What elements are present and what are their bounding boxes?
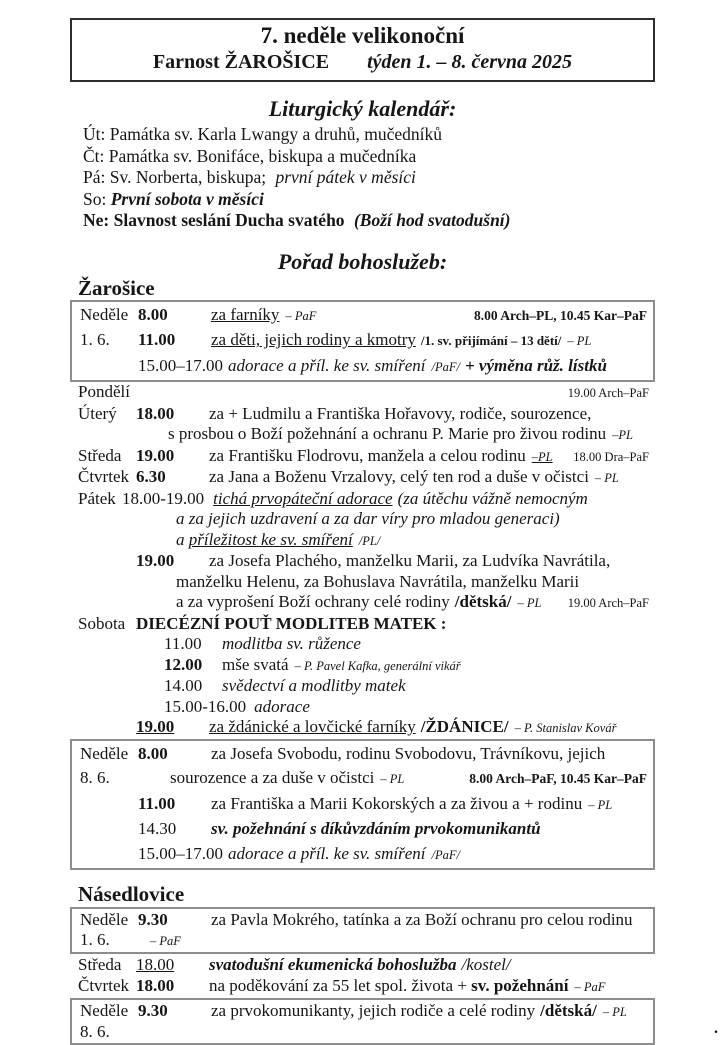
program-text: adorace (254, 696, 310, 716)
program-text: modlitba sv. růžence (222, 634, 361, 654)
priest-note: /PL/ (358, 533, 381, 548)
schedule-row (72, 842, 653, 868)
schedule-row-continuation (70, 592, 655, 614)
adoration-entry (138, 354, 647, 380)
time-label: 9.30 (138, 1001, 168, 1021)
date-label: 1. 6. (80, 930, 110, 950)
time-label: 19.00 (136, 551, 175, 571)
location-tag: /kostel/ (461, 955, 511, 975)
priest-note: – PL (594, 471, 619, 486)
calendar-item-saturday (83, 189, 655, 211)
time-range: 15.00–17.00 (138, 843, 223, 863)
calendar-text: Út: Památka sv. Karla Lwangy a druhů, mučedníků (83, 124, 442, 144)
other-parishes-note: 19.00 Arch–PaF (567, 596, 649, 611)
day-label: Neděle (80, 304, 129, 324)
time-label: 11.00 (164, 634, 202, 654)
schedule-row-program (70, 676, 655, 697)
schedule-row-continuation (70, 530, 655, 552)
sunday-1-6-box-nasedlovice (70, 907, 655, 954)
program-text: svědectví a modlitby matek (222, 676, 406, 696)
schedule-row (72, 328, 653, 354)
time-label: 18.00 (136, 976, 175, 996)
time-label: 19.00 (136, 445, 175, 465)
intention-text: za + Ludmilu a Františka Hořavovy, rodiče, sourozence, (209, 403, 592, 423)
intention-text: za Jana a Boženu Vrzalovy, celý ten rod a duše v očistci (209, 467, 589, 487)
schedule-row-continuation (70, 572, 655, 593)
celebrant-note: – P. Pavel Kafka, generální vikář (294, 658, 461, 673)
page-title: 7. neděle velikonoční (260, 23, 465, 48)
sunday-8-6-box (70, 739, 655, 871)
adoration-text: adorace a příl. ke sv. smíření (228, 355, 426, 375)
children-mass-tag: /dětská/ (540, 1001, 597, 1021)
date-label: 8. 6. (80, 1022, 110, 1042)
bulletin-content (70, 18, 655, 1045)
intention-text: za Josefa Plachého, manželku Marii, za Ludvíka Navrátila, (209, 551, 611, 571)
adoration-entry (138, 842, 647, 868)
other-parishes-note: 8.00 Arch–PaF, 10.45 Kar–PaF (469, 771, 647, 787)
intention-text: za Františka a Marii Kokorských a za živou a + rodinu (211, 793, 583, 813)
town-heading-zarosice: Žarošice (78, 275, 155, 300)
other-parishes-note: 19.00 Arch–PaF (567, 386, 649, 401)
schedule-row-friday-mass (70, 551, 655, 572)
celebrant-note: – P. Stanislav Kovář (514, 721, 617, 736)
priest-note: – PaF (574, 980, 606, 995)
mass-intention (211, 1001, 647, 1022)
calendar-note: První sobota v měsíci (110, 188, 264, 209)
adoration-title: tichá prvopáteční adorace (213, 488, 393, 508)
calendar-item-friday (83, 167, 655, 189)
calendar-note: (Boží hod svatodušní) (353, 210, 511, 231)
intention-text: manželku Helenu, za Bohuslava Navrátila, manželku Marii (176, 571, 580, 591)
calendar-item-sunday (83, 210, 655, 232)
intention-text: s prosbou o Boží požehnání a ochranu P. Marie pro živou rodinu (168, 424, 607, 444)
program-item (164, 634, 361, 655)
schedule-row (72, 742, 653, 767)
priest-note: – PaF (285, 308, 317, 323)
priest-note: – PaF (150, 934, 181, 949)
mass-intention (176, 592, 541, 614)
intention-text: za Pavla Mokrého, tatínka a za Boží ochranu pro celou rodinu (211, 910, 633, 930)
intention-text: sourozence a za duše v očistci (170, 768, 375, 788)
intention-text: za Josefa Svobodu, rodinu Svobodovu, Trávníkovu, jejich (211, 743, 606, 763)
pilgrimage-title: DIECÉZNÍ POUŤ MODLITEB MATEK : (136, 613, 447, 633)
time-label: 11.00 (138, 793, 176, 813)
town-heading-nasedlovice: Násedlovice (78, 882, 185, 907)
schedule-row-thursday (70, 467, 655, 489)
week-range: týden 1. – 8. června 2025 (367, 51, 573, 73)
schedule-row (72, 930, 653, 951)
schedule-row-monday (70, 382, 655, 404)
priest-note: /PaF/ (431, 847, 460, 862)
nasedlovice-section (70, 882, 655, 1045)
mass-intention (209, 717, 649, 739)
time-label: 8.00 (138, 743, 168, 763)
time-range: 15.00-16.00 (164, 696, 247, 716)
priest-note: –PL (531, 449, 553, 464)
priest-note: /PaF/ (431, 359, 460, 374)
day-label: Pátek (78, 488, 116, 508)
day-label: Čtvrtek (78, 467, 129, 487)
schedule-row (72, 1022, 653, 1042)
schedule-heading: Pořad bohoslužeb: (277, 248, 448, 274)
sunday-8-6-box-nasedlovice (70, 998, 655, 1045)
bulletin-page (0, 18, 725, 1042)
adoration-entry (176, 530, 649, 552)
location-tag: /ŽDÁNICE/ (420, 717, 509, 737)
program-item (164, 655, 461, 677)
time-label: 18.00 (136, 955, 175, 975)
sunday-1-6-box (70, 300, 655, 383)
mass-intention (211, 328, 647, 354)
time-label: 6.30 (136, 467, 166, 487)
date-label: 8. 6. (80, 768, 110, 788)
mass-intention (209, 446, 567, 468)
day-label: Neděle (80, 1001, 129, 1021)
day-label: Pondělí (78, 382, 130, 402)
schedule-row (72, 1001, 653, 1022)
schedule-row (72, 354, 653, 380)
schedule-row-tuesday (70, 404, 655, 425)
intention-text: za děti, jejich rodiny a kmotry (211, 330, 416, 350)
liturgical-calendar-heading: Liturgický kalendář: (268, 96, 457, 121)
mass-intention (209, 467, 649, 489)
schedule-row-friday (70, 489, 655, 510)
parish-name: Farnost ŽAROŠICE (152, 51, 330, 73)
calendar-text: Čt: Památka sv. Bonifáce, biskupa a mučedníka (83, 145, 417, 166)
calendar-note: první pátek v měsíci (275, 167, 416, 188)
mass-intention (168, 424, 649, 446)
service-text: svatodušní ekumenická bohoslužba (209, 955, 457, 975)
intention-text: a za vyprošení Boží ochrany celé rodiny (176, 592, 450, 612)
schedule-row-program (70, 655, 655, 677)
other-parishes-note: 18.00 Dra–PaF (573, 449, 649, 464)
time-label: 12.00 (164, 654, 203, 674)
page-corner-mark: . (714, 1020, 718, 1037)
calendar-text: Ne: Slavnost seslání Ducha svatého (83, 210, 345, 231)
adoration-text: adorace a příl. ke sv. smíření (228, 843, 426, 863)
time-label: 14.00 (164, 676, 203, 696)
priest-note: – PL (567, 334, 592, 349)
schedule-row-thursday (70, 975, 655, 998)
priest-note: – PL (588, 797, 613, 812)
schedule-row-wednesday (70, 954, 655, 975)
rosary-exchange-note: + výměna růž. lístků (464, 355, 607, 375)
adoration-text: a (176, 529, 185, 549)
mass-intention (211, 303, 468, 329)
calendar-text: So: (83, 188, 107, 209)
schedule-row (72, 910, 653, 930)
adoration-text: (za útěchu vážně nemocným (397, 488, 588, 508)
priest-note: – PL (380, 772, 405, 787)
program-text: mše svatá (222, 654, 289, 674)
schedule-row-continuation (70, 424, 655, 446)
mass-intention (211, 792, 647, 818)
header-subtitle (72, 50, 653, 75)
schedule-row-continuation (70, 509, 655, 530)
time-label: 9.30 (138, 910, 168, 930)
service-entry (209, 954, 649, 975)
program-item (164, 697, 310, 718)
schedule-row (72, 766, 653, 792)
children-mass-tag: /dětská/ (454, 592, 512, 612)
calendar-item-tuesday (83, 124, 655, 146)
priest-note: – PL (517, 596, 542, 611)
calendar-text: Pá: Sv. Norberta, biskupa; (83, 167, 267, 188)
intention-text: za farníky (211, 304, 280, 324)
blessing-text: sv. požehnání s díkůvzdáním prvokomunikantů (211, 819, 541, 839)
time-label: 19.00 (136, 717, 175, 737)
schedule-row (72, 792, 653, 818)
other-parishes-note: 8.00 Arch–PL, 10.45 Kar–PaF (474, 307, 647, 323)
time-range: 18.00-19.00 (122, 488, 205, 508)
header-box (70, 18, 655, 82)
date-label: 1. 6. (80, 330, 110, 350)
schedule-row-wednesday (70, 446, 655, 468)
schedule-row (72, 817, 653, 842)
blessing-tag: sv. požehnání (471, 976, 569, 996)
day-label: Neděle (80, 910, 129, 930)
priest-note: – PL (602, 1005, 627, 1020)
intention-text: na poděkování za 55 let spol. života + (209, 976, 467, 996)
time-label: 11.00 (138, 330, 176, 350)
intention-text: za ždánické a lovčické farníky (209, 717, 416, 737)
mass-intention (209, 975, 649, 998)
priest-note: –PL (612, 428, 633, 443)
first-communion-tag: /1. sv. přijímání – 13 dětí/ (420, 333, 562, 349)
day-label: Úterý (78, 403, 117, 423)
day-label: Sobota (78, 613, 126, 633)
time-label: 14.30 (138, 819, 177, 839)
program-item (164, 676, 406, 697)
liturgical-calendar-list (70, 124, 655, 232)
schedule-row (72, 303, 653, 329)
confession-text: příležitost ke sv. smíření (188, 529, 353, 549)
calendar-item-thursday (83, 146, 655, 168)
day-label: Neděle (80, 743, 129, 763)
time-range: 15.00–17.00 (138, 355, 223, 375)
mass-intention (170, 766, 404, 792)
adoration-text: a za jejich uzdravení a za dar víry pro mladou generaci) (176, 509, 560, 529)
intention-text: za prvokomunikanty, jejich rodiče a celé rodiny (211, 1001, 536, 1021)
time-label: 18.00 (136, 403, 175, 423)
intention-text: za Františku Flodrovu, manžela a celou rodinu (209, 445, 526, 465)
day-label: Středa (78, 955, 122, 975)
schedule-row-saturday-mass (70, 717, 655, 739)
schedule-row-program (70, 697, 655, 718)
day-label: Středa (78, 445, 122, 465)
schedule-row-program (70, 634, 655, 655)
adoration-entry (208, 489, 649, 510)
schedule-row-saturday (70, 614, 655, 635)
time-label: 8.00 (138, 304, 168, 324)
day-label: Čtvrtek (78, 976, 129, 996)
